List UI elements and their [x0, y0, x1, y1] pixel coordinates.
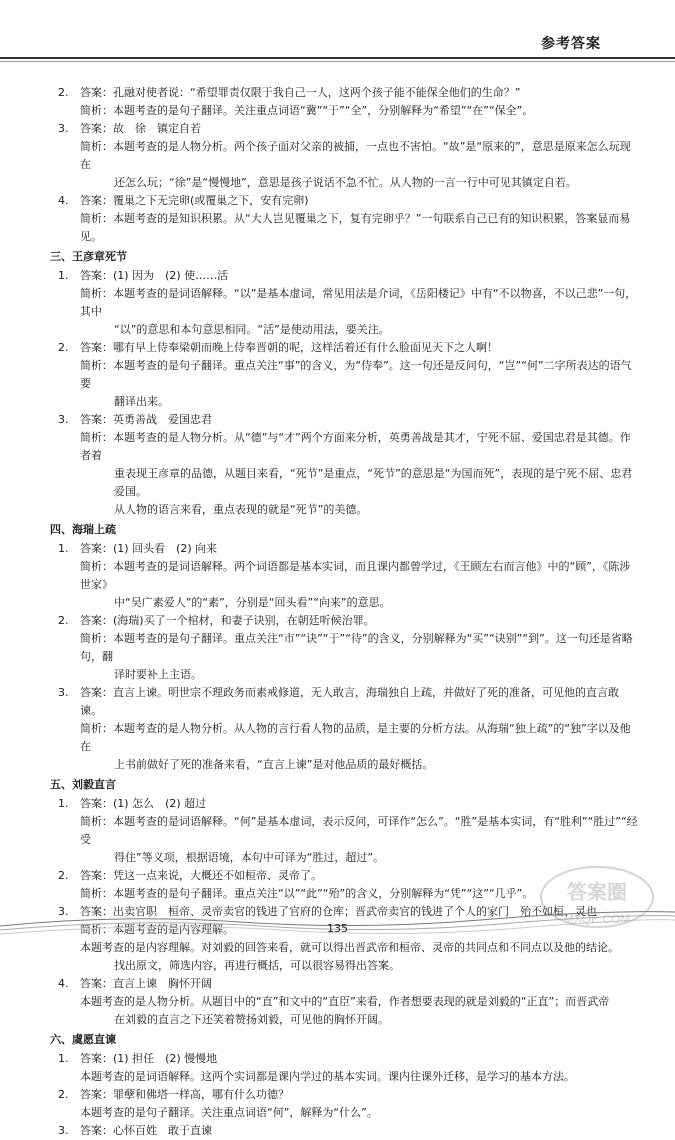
answer-line: 答案：出卖官职 桓帝、灵帝卖官的钱进了官府的仓库；晋武帝卖官的钱进了个人的家门 殆不如桓、灵也	[80, 905, 597, 918]
section-heading: 四、海瑞上疏	[50, 523, 116, 536]
analysis-block	[50, 630, 640, 684]
analysis-line: 简析：本题考查的是内容理解。	[80, 923, 234, 936]
item-number: 1.	[58, 1052, 69, 1065]
answer-item	[50, 684, 640, 720]
item-number: 2.	[58, 869, 69, 882]
analysis-line: 译时要补上主语。	[114, 668, 202, 681]
page-number: 135	[327, 922, 348, 935]
analysis-block	[50, 1068, 640, 1086]
item-number: 3.	[58, 122, 69, 135]
answer-item	[50, 411, 640, 429]
item-number: 3.	[58, 686, 69, 699]
answer-line: 答案：心怀百姓 敢于直谏	[80, 1124, 212, 1137]
analysis-block	[50, 558, 640, 612]
analysis-line: 在刘毅的直言之下还笑着赞扬刘毅，可见他的胸怀开阔。	[114, 1013, 389, 1026]
header-rule	[0, 57, 675, 59]
analysis-block	[50, 138, 640, 192]
answer-line: 答案：英勇善战 爱国忠君	[80, 413, 212, 426]
answer-content	[50, 84, 640, 1140]
item-number: 3.	[58, 413, 69, 426]
analysis-block	[50, 939, 640, 975]
item-number: 4.	[58, 194, 69, 207]
answer-item	[50, 1086, 640, 1104]
analysis-block	[50, 357, 640, 411]
answer-item	[50, 84, 640, 102]
item-number: 1.	[58, 269, 69, 282]
analysis-line: 上书前做好了死的准备来看，“直言上谏”是对他品质的最好概括。	[114, 758, 434, 771]
answer-line: 答案：直言上谏。明世宗不理政务而素戒修道，无人敢言，海瑞独自上疏，并做好了死的准备，可见他的直言敢谏。	[80, 686, 619, 717]
analysis-block	[50, 993, 640, 1029]
answer-item	[50, 1122, 640, 1140]
analysis-line: 简析：本题考查的是人物分析。两个孩子面对父亲的被捕，一点也不害怕。“故”是“原来的”，意思是原来怎么玩现在	[80, 140, 631, 171]
analysis-line: 本题考查的是句子翻译。关注重点词语“何”，解释为“什么”。	[80, 1106, 378, 1119]
item-number: 2.	[58, 614, 69, 627]
analysis-line: 还怎么玩；“徐”是“慢慢地”，意思是孩子说话不急不忙。从人物的一言一行中可见其镇定自若。	[114, 176, 577, 189]
analysis-line: 翻译出来。	[114, 395, 169, 408]
answer-line: 答案：(1) 因为 (2) 使……活	[80, 269, 229, 282]
answer-line: 答案：(1) 担任 (2) 慢慢地	[80, 1052, 218, 1065]
analysis-line: 本题考查的是人物分析。从题目中的“直”和文中的“直臣”来看，作者想要表现的就是刘毅的“正直”；而晋武帝	[80, 995, 610, 1008]
answer-line: 答案：直言上谏 胸怀开阔	[80, 977, 212, 990]
answer-item	[50, 975, 640, 993]
analysis-line: 简析：本题考查的是人物分析。从人物的言行看人物的品质，是主要的分析方法。从海瑞“独上疏”的“独”字以及他在	[80, 722, 631, 753]
answer-line: 答案：覆巢之下无完卵(或覆巢之下，安有完卵)	[80, 194, 309, 207]
analysis-line: 简析：本题考查的是人物分析。从“德”与“才”两个方面来分析，英勇善战是其才，宁死不屈、爱国忠君是其德。作者着	[80, 431, 631, 462]
section-heading: 五、刘毅直言	[50, 778, 116, 791]
analysis-block	[50, 720, 640, 774]
item-number: 3.	[58, 1124, 69, 1137]
analysis-line: 本题考查的是内容理解。对刘毅的回答来看，就可以得出晋武帝和桓帝、灵帝的共同点和不同点以及他的结论。	[80, 941, 619, 954]
analysis-line: 简析：本题考查的是句子翻译。重点关注“市”“诀”“于”“待”的含义，分别解释为“买”“诀别”“到”。这一句还是省略句，翻	[80, 632, 633, 663]
answer-line: 答案：(1) 回头看 (2) 向来	[80, 542, 218, 555]
item-number: 2.	[58, 86, 69, 99]
analysis-line: 简析：本题考查的是句子翻译。关注重点词语“冀”“于”“全”，分别解释为“希望”“在”“保全”。	[80, 104, 534, 117]
analysis-line: 本题考查的是词语解释。这两个实词都是课内学过的基本实词。课内往课外迁移，是学习的基本方法。	[80, 1070, 575, 1083]
section-heading: 六、虞愿直谏	[50, 1033, 116, 1046]
analysis-line: 简析：本题考查的是句子翻译。重点关注“以”“此”“殆”的含义，分别解释为“凭”“这”“几乎”。	[80, 887, 534, 900]
answer-item	[50, 192, 640, 210]
answer-line: 答案：(1) 怎么 (2) 超过	[80, 797, 207, 810]
item-number: 2.	[58, 1088, 69, 1101]
analysis-block	[50, 429, 640, 519]
answer-line: 答案：凭这一点来说，大概还不如桓帝、灵帝了。	[80, 869, 322, 882]
analysis-line: “以”的意思和本句意思相同。“活”是使动用法，要关注。	[114, 323, 390, 336]
item-number: 1.	[58, 542, 69, 555]
answer-item	[50, 795, 640, 813]
answer-line: 答案：哪有早上侍奉梁朝而晚上侍奉晋朝的呢，这样活着还有什么脸面见天下之人啊！	[80, 341, 498, 354]
item-number: 1.	[58, 797, 69, 810]
answer-line: 答案：故 徐 镇定自若	[80, 122, 201, 135]
analysis-block	[50, 210, 640, 246]
item-number: 2.	[58, 341, 69, 354]
analysis-line: 简析：本题考查的是词语解释。“何”是基本虚词，表示反问，可译作“怎么”。“胜”是基本实词，有“胜利”“胜过”“经受	[80, 815, 638, 846]
answer-line: 答案：孔融对使者说：“希望罪责仅限于我自己一人，这两个孩子能不能保全他们的生命？”	[80, 86, 521, 99]
answer-item	[50, 1050, 640, 1068]
page-header-title: 参考答案	[527, 33, 615, 59]
analysis-block	[50, 102, 640, 120]
analysis-line: 简析：本题考查的是词语解释。“以”是基本虚词，常见用法是介词，《岳阳楼记》中有“不以物喜，不以己悲”一句，其中	[80, 287, 637, 318]
analysis-line: 得住”等义项，根据语境，本句中可译为“胜过，超过”。	[114, 851, 385, 864]
answer-item	[50, 339, 640, 357]
answer-item	[50, 120, 640, 138]
header-rule-thin	[0, 61, 675, 62]
section-heading: 三、王彦章死节	[50, 250, 127, 263]
item-number: 4.	[58, 977, 69, 990]
answer-item	[50, 540, 640, 558]
analysis-line: 简析：本题考查的是知识积累。从“大人岂见覆巢之下，复有完卵乎？”一句联系自己已有的知识积累，答案显而易见。	[80, 212, 631, 243]
watermark-site: MXQE.COM	[563, 912, 631, 926]
analysis-line: 从人物的语言来看，重点表现的就是“死节”的美德。	[114, 503, 368, 516]
analysis-line: 简析：本题考查的是词语解释。两个词语都是基本实词，而且课内都曾学过，《王顾左右而言他》中的“顾”，《陈涉世家》	[80, 560, 631, 591]
item-number: 3.	[58, 905, 69, 918]
answer-line: 答案：(海瑞)买了一个棺材，和妻子诀别，在朝廷听候治罪。	[80, 614, 375, 627]
analysis-block	[50, 1104, 640, 1122]
analysis-line: 找出原文，筛选内容，再进行概括，可以很容易得出答案。	[114, 959, 400, 972]
watermark-logo	[537, 857, 657, 937]
answer-item	[50, 267, 640, 285]
watermark-mark: 答案圈	[567, 882, 627, 904]
answer-item	[50, 612, 640, 630]
analysis-block	[50, 285, 640, 339]
analysis-line: 中“吴广素爱人”的“素”，分别是“回头看”“向来”的意思。	[114, 596, 391, 609]
analysis-line: 重表现王彦章的品德，从题目来看，“死节”是重点，“死节”的意思是“为国而死”，表现的是宁死不屈、忠君爱国。	[114, 467, 633, 498]
analysis-line: 简析：本题考查的是句子翻译。重点关注“事”的含义，为“侍奉”。这一句还是反问句，“岂”“何”二字所表达的语气要	[80, 359, 632, 390]
answer-line: 答案：罪孽和佛塔一样高，哪有什么功德？	[80, 1088, 289, 1101]
